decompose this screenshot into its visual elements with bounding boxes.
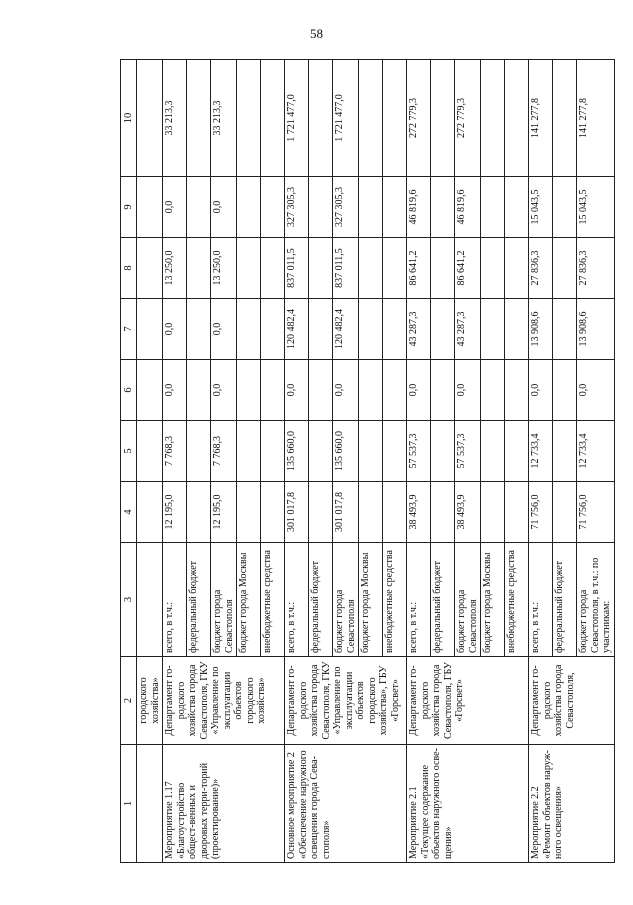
value-cell: 120 482,4: [285, 299, 309, 360]
value-cell: [359, 421, 383, 482]
value-cell: [431, 238, 455, 299]
value-cell: 57 537,3: [455, 421, 481, 482]
value-cell: 27 836,3: [577, 238, 615, 299]
value-cell: [137, 177, 163, 238]
value-cell: [309, 60, 333, 177]
value-cell: [261, 238, 285, 299]
value-cell: 141 277,8: [529, 60, 553, 177]
value-cell: [187, 421, 211, 482]
value-cell: 837 011,5: [285, 238, 309, 299]
value-cell: [383, 421, 407, 482]
budget-table: [120, 59, 615, 863]
table-row: [285, 60, 309, 863]
value-cell: 43 287,3: [455, 299, 481, 360]
executor-cell: Департамент го-родского хозяйства города Севастополя, ГКУ «Управление по эксплуатации объектов городского хозяйства», ГБУ «Горсвет»: [285, 657, 407, 745]
value-cell: [187, 299, 211, 360]
value-cell: [481, 360, 505, 421]
column-header-8: 8: [121, 238, 137, 299]
value-cell: 13 908,6: [577, 299, 615, 360]
column-header-2: 2: [121, 657, 137, 745]
value-cell: 7 768,3: [163, 421, 187, 482]
value-cell: 38 493,9: [407, 482, 431, 543]
value-cell: [237, 60, 261, 177]
value-cell: [187, 482, 211, 543]
value-cell: [137, 482, 163, 543]
value-cell: [137, 60, 163, 177]
value-cell: 327 305,3: [285, 177, 309, 238]
value-cell: [383, 482, 407, 543]
value-cell: [309, 482, 333, 543]
value-cell: 0,0: [577, 360, 615, 421]
value-cell: 12 733,4: [529, 421, 553, 482]
value-cell: 0,0: [211, 299, 237, 360]
value-cell: 13 908,6: [529, 299, 553, 360]
value-cell: 301 017,8: [285, 482, 309, 543]
value-cell: [261, 360, 285, 421]
value-cell: [553, 177, 577, 238]
funding-source-cell: всего, в т.ч.:: [163, 543, 187, 657]
value-cell: [431, 177, 455, 238]
value-cell: [505, 177, 529, 238]
value-cell: [431, 60, 455, 177]
value-cell: 0,0: [333, 360, 359, 421]
value-cell: [137, 360, 163, 421]
value-cell: [137, 299, 163, 360]
column-header-5: 5: [121, 421, 137, 482]
value-cell: 135 660,0: [285, 421, 309, 482]
value-cell: 33 213,3: [163, 60, 187, 177]
measure-name-cell: Мероприятие 1.17 «Благоустройство общест-венных и дворовых терри-торий (проектирование)»: [163, 745, 285, 863]
value-cell: [505, 482, 529, 543]
value-cell: 1 721 477,0: [333, 60, 359, 177]
value-cell: 1 721 477,0: [285, 60, 309, 177]
value-cell: 837 011,5: [333, 238, 359, 299]
value-cell: [261, 482, 285, 543]
value-cell: [187, 177, 211, 238]
value-cell: [137, 421, 163, 482]
value-cell: [187, 238, 211, 299]
value-cell: [309, 177, 333, 238]
column-header-6: 6: [121, 360, 137, 421]
value-cell: [359, 60, 383, 177]
column-header-10: 10: [121, 60, 137, 177]
measure-name-cell: Мероприятие 2.1 «Текущее содержание объектов наружного осве-щения»: [407, 745, 529, 863]
value-cell: 0,0: [163, 360, 187, 421]
executor-cell: Департамент го-родского хозяйства города Севастополя,: [529, 657, 615, 745]
value-cell: 13 250,0: [211, 238, 237, 299]
value-cell: [553, 360, 577, 421]
funding-source-cell: бюджет города Севастополя: [211, 543, 237, 657]
value-cell: [481, 299, 505, 360]
value-cell: [505, 360, 529, 421]
value-cell: 327 305,3: [333, 177, 359, 238]
value-cell: [309, 238, 333, 299]
value-cell: [237, 238, 261, 299]
value-cell: [237, 482, 261, 543]
value-cell: 135 660,0: [333, 421, 359, 482]
value-cell: 141 277,8: [577, 60, 615, 177]
value-cell: 0,0: [163, 299, 187, 360]
value-cell: 15 043,5: [529, 177, 553, 238]
value-cell: [505, 238, 529, 299]
value-cell: 0,0: [529, 360, 553, 421]
funding-source-cell: бюджет города Севастополя: [455, 543, 481, 657]
column-header-9: 9: [121, 177, 137, 238]
column-header-7: 7: [121, 299, 137, 360]
value-cell: 272 779,3: [455, 60, 481, 177]
value-cell: [383, 360, 407, 421]
measure-name-cell: Основное мероприятие 2 «Обеспечение наружного освещения города Сева-стополя»: [285, 745, 407, 863]
funding-source-cell: всего, в т.ч.:: [529, 543, 553, 657]
value-cell: 0,0: [407, 360, 431, 421]
value-cell: [481, 421, 505, 482]
value-cell: [505, 421, 529, 482]
value-cell: [309, 360, 333, 421]
value-cell: [383, 60, 407, 177]
value-cell: 46 819,6: [455, 177, 481, 238]
value-cell: [237, 421, 261, 482]
funding-source-cell: внебюджетные средства: [505, 543, 529, 657]
value-cell: [137, 238, 163, 299]
value-cell: 0,0: [211, 177, 237, 238]
value-cell: [187, 60, 211, 177]
value-cell: [383, 299, 407, 360]
value-cell: 43 287,3: [407, 299, 431, 360]
column-header-3: 3: [121, 543, 137, 657]
funding-source-cell: внебюджетные средства: [261, 543, 285, 657]
value-cell: [237, 360, 261, 421]
value-cell: 46 819,6: [407, 177, 431, 238]
measure-name-cell: Мероприятие 2.2 «Ремонт объектов наруж-ного освещения»: [529, 745, 615, 863]
value-cell: [309, 299, 333, 360]
value-cell: 0,0: [455, 360, 481, 421]
value-cell: [505, 299, 529, 360]
value-cell: [383, 177, 407, 238]
funding-source-cell: бюджет города Севастополя, в т.ч.: по участникам:: [577, 543, 615, 657]
column-header-4: 4: [121, 482, 137, 543]
funding-source-cell: бюджет города Москвы: [237, 543, 261, 657]
funding-source-cell: всего, в т.ч.:: [285, 543, 309, 657]
column-header-1: 1: [121, 745, 137, 863]
value-cell: [431, 360, 455, 421]
funding-source-cell: бюджет города Москвы: [359, 543, 383, 657]
value-cell: [431, 421, 455, 482]
funding-source-cell: внебюджетные средства: [383, 543, 407, 657]
source-cell: [137, 543, 163, 657]
value-cell: [481, 482, 505, 543]
value-cell: [431, 299, 455, 360]
value-cell: [359, 360, 383, 421]
funding-source-cell: федеральный бюджет: [309, 543, 333, 657]
value-cell: 0,0: [163, 177, 187, 238]
executor-cell: Департамент го-родского хозяйства города Севастополя, ГКУ «Управление по эксплуатации объектов городского хозяйства»: [163, 657, 285, 745]
header-row: [121, 60, 137, 863]
value-cell: 33 213,3: [211, 60, 237, 177]
value-cell: 27 836,3: [529, 238, 553, 299]
value-cell: [261, 421, 285, 482]
value-cell: 15 043,5: [577, 177, 615, 238]
value-cell: [481, 238, 505, 299]
value-cell: 86 641,2: [455, 238, 481, 299]
value-cell: [237, 177, 261, 238]
value-cell: 12 195,0: [211, 482, 237, 543]
value-cell: 7 768,3: [211, 421, 237, 482]
funding-source-cell: бюджет города Севастополя: [333, 543, 359, 657]
value-cell: 301 017,8: [333, 482, 359, 543]
executor-cell: Департамент го-родского хозяйства города Севастополя, ГБУ «Горсвет»: [407, 657, 529, 745]
value-cell: 13 250,0: [163, 238, 187, 299]
value-cell: [261, 60, 285, 177]
value-cell: 12 195,0: [163, 482, 187, 543]
value-cell: [553, 482, 577, 543]
value-cell: [237, 299, 261, 360]
value-cell: [431, 482, 455, 543]
page-number: 58: [310, 26, 323, 41]
table-body: [121, 60, 615, 863]
rotated-table-frame: [120, 60, 612, 863]
value-cell: [261, 177, 285, 238]
table-row: [163, 60, 187, 863]
value-cell: [359, 177, 383, 238]
table-row: [407, 60, 431, 863]
value-cell: 86 641,2: [407, 238, 431, 299]
value-cell: 71 756,0: [529, 482, 553, 543]
funding-source-cell: бюджет города Москвы: [481, 543, 505, 657]
value-cell: [553, 421, 577, 482]
table-row: [137, 60, 163, 863]
funding-source-cell: федеральный бюджет: [187, 543, 211, 657]
value-cell: 120 482,4: [333, 299, 359, 360]
value-cell: [481, 60, 505, 177]
rotated-table-content: [120, 60, 612, 863]
measure-name-cell: [137, 745, 163, 863]
value-cell: [553, 60, 577, 177]
value-cell: 0,0: [285, 360, 309, 421]
table-row: [529, 60, 553, 863]
value-cell: [359, 482, 383, 543]
value-cell: 57 537,3: [407, 421, 431, 482]
value-cell: [505, 60, 529, 177]
value-cell: 272 779,3: [407, 60, 431, 177]
executor-cell: городского хозяйства»: [137, 657, 163, 745]
value-cell: 71 756,0: [577, 482, 615, 543]
value-cell: 12 733,4: [577, 421, 615, 482]
funding-source-cell: всего, в т.ч.:: [407, 543, 431, 657]
value-cell: 0,0: [211, 360, 237, 421]
value-cell: [309, 421, 333, 482]
value-cell: [383, 238, 407, 299]
value-cell: [187, 360, 211, 421]
funding-source-cell: федеральный бюджет: [553, 543, 577, 657]
value-cell: [481, 177, 505, 238]
value-cell: 38 493,9: [455, 482, 481, 543]
funding-source-cell: федеральный бюджет: [431, 543, 455, 657]
value-cell: [553, 299, 577, 360]
value-cell: [553, 238, 577, 299]
value-cell: [359, 238, 383, 299]
value-cell: [261, 299, 285, 360]
value-cell: [359, 299, 383, 360]
